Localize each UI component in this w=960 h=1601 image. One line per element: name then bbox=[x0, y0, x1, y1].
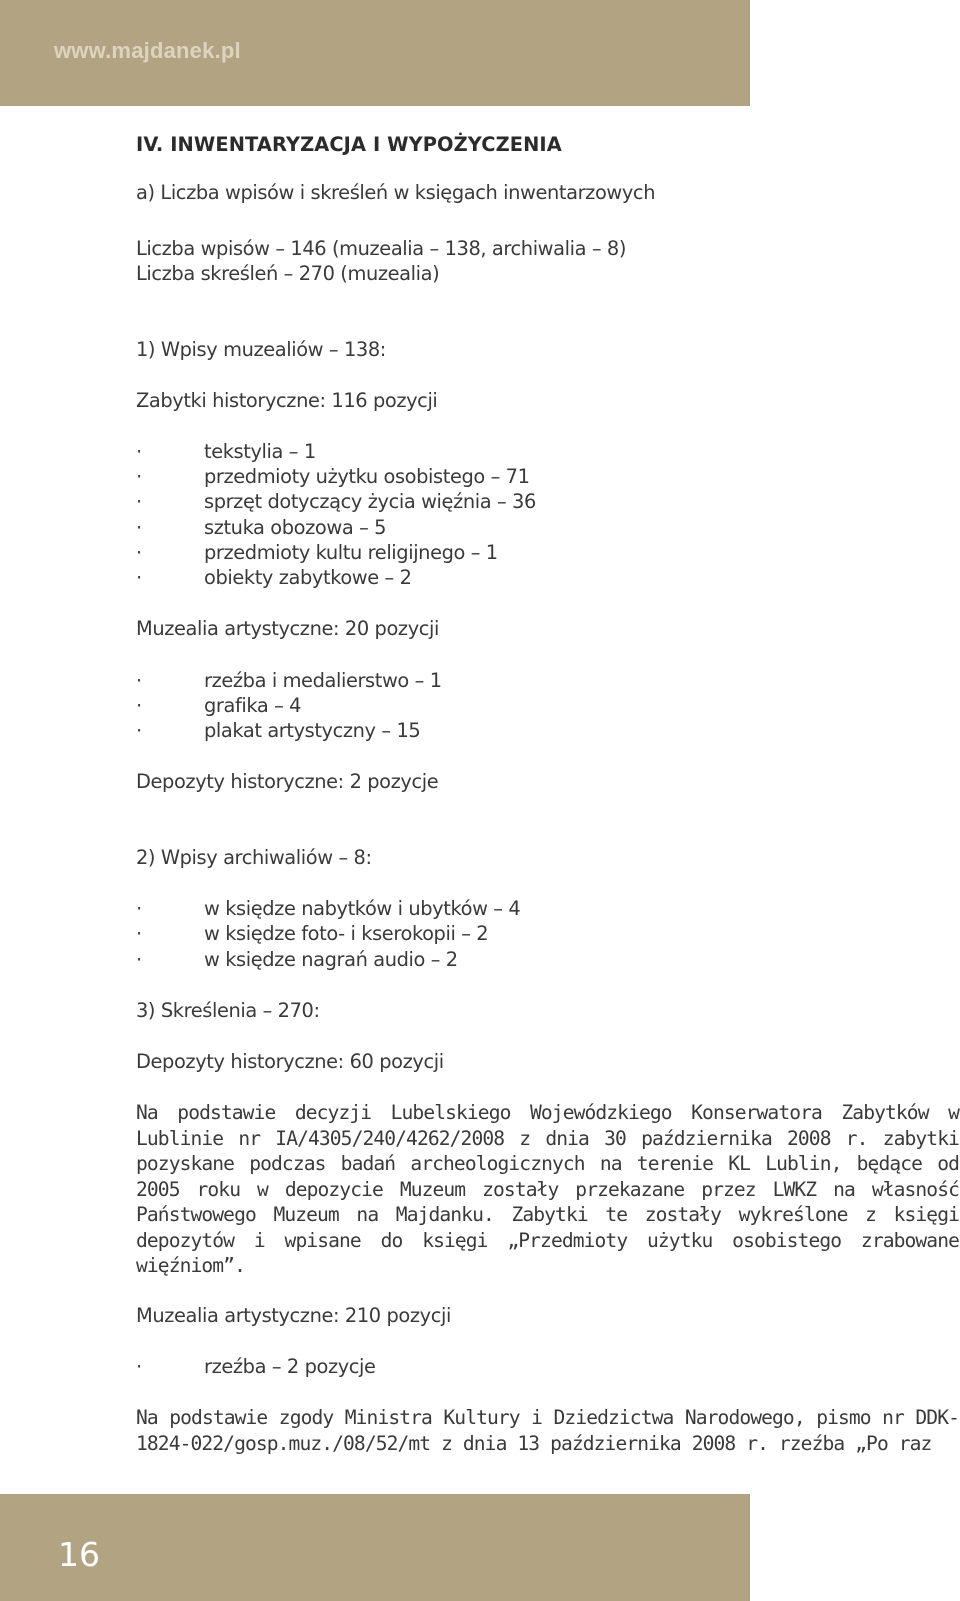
list-item-text: tekstylia – 1 bbox=[204, 440, 316, 463]
bullet-dot: · bbox=[136, 922, 142, 945]
list-item-text: rzeźba i medalierstwo – 1 bbox=[204, 669, 442, 692]
bullet-dot: · bbox=[136, 465, 142, 488]
s3-title: 3) Skreślenia – 270: bbox=[136, 999, 320, 1022]
site-url[interactable]: www.majdanek.pl bbox=[54, 38, 241, 63]
list-item-text: przedmioty użytku osobistego – 71 bbox=[204, 465, 530, 488]
list-item bbox=[136, 465, 530, 488]
list-item-text: sprzęt dotyczący życia więźnia – 36 bbox=[204, 490, 536, 513]
s1-dep-title: Depozyty historyczne: 2 pozycje bbox=[136, 770, 439, 793]
page-number: 16 bbox=[58, 1535, 100, 1574]
list-item bbox=[136, 1355, 376, 1378]
s3-dep-title: Depozyty historyczne: 60 pozycji bbox=[136, 1050, 444, 1073]
list-item-text: rzeźba – 2 pozycje bbox=[204, 1355, 376, 1378]
subsection-a-title: a) Liczba wpisów i skreśleń w księgach inwentarzowych bbox=[136, 181, 656, 204]
bullet-dot: · bbox=[136, 566, 142, 589]
list-item bbox=[136, 490, 536, 513]
footer-band bbox=[0, 1494, 750, 1601]
list-item bbox=[136, 566, 412, 589]
summary-line: Liczba skreśleń – 270 (muzealia) bbox=[136, 262, 440, 285]
list-item bbox=[136, 516, 386, 539]
list-item-text: plakat artystyczny – 15 bbox=[204, 719, 421, 742]
list-item-text: w księdze foto- i kserokopii – 2 bbox=[204, 922, 489, 945]
bullet-dot: · bbox=[136, 669, 142, 692]
list-item-text: grafika – 4 bbox=[204, 694, 302, 717]
bullet-dot: · bbox=[136, 541, 142, 564]
list-item-text: w księdze nabytków i ubytków – 4 bbox=[204, 897, 521, 920]
list-item bbox=[136, 719, 420, 742]
s3-art-paragraph: Na podstawie zgody Ministra Kultury i Dziedzictwa Narodowego, pismo nr DDK-1824-022/gosp.muz./08/52/mt z dnia 13 października 2008 r. rzeźba „Po raz bbox=[136, 1406, 959, 1455]
bullet-dot: · bbox=[136, 440, 142, 463]
list-item-text: sztuka obozowa – 5 bbox=[204, 516, 387, 539]
list-item bbox=[136, 897, 520, 920]
list-item bbox=[136, 541, 498, 564]
bullet-dot: · bbox=[136, 719, 142, 742]
list-item bbox=[136, 669, 442, 692]
section-heading: IV. INWENTARYZACJA I WYPOŻYCZENIA bbox=[136, 133, 562, 156]
list-item-text: przedmioty kultu religijnego – 1 bbox=[204, 541, 498, 564]
header-band bbox=[0, 0, 750, 106]
s2-title: 2) Wpisy archiwaliów – 8: bbox=[136, 846, 372, 869]
s1-art-title: Muzealia artystyczne: 20 pozycji bbox=[136, 617, 439, 640]
s3-dep-paragraph: Na podstawie decyzji Lubelskiego Wojewódzkiego Konserwatora Zabytków w Lublinie nr IA/4305/240/4262/2008 z dnia 30 października 2008 r. zabytki pozyskane podczas badań archeologicznych na terenie KL Lublin, będące od 2005 roku w depozycie Muzeum zostały przekazane przez LWKZ na własność Państwowego Muzeum na Majdanku. Zabytki te zostały wykreślone z księgi depozytów i wpisane do księgi „Przedmioty użytku osobistego zrabowane więźniom”. bbox=[136, 1101, 959, 1277]
bullet-dot: · bbox=[136, 694, 142, 717]
list-item-text: w księdze nagrań audio – 2 bbox=[204, 948, 458, 971]
s1-title: 1) Wpisy muzealiów – 138: bbox=[136, 338, 386, 361]
s3-art-title: Muzealia artystyczne: 210 pozycji bbox=[136, 1304, 451, 1327]
list-item bbox=[136, 694, 301, 717]
list-item bbox=[136, 948, 458, 971]
summary-line: Liczba wpisów – 146 (muzealia – 138, archiwalia – 8) bbox=[136, 237, 627, 260]
list-item bbox=[136, 922, 488, 945]
bullet-dot: · bbox=[136, 897, 142, 920]
list-item-text: obiekty zabytkowe – 2 bbox=[204, 566, 412, 589]
s1-hist-title: Zabytki historyczne: 116 pozycji bbox=[136, 389, 438, 412]
bullet-dot: · bbox=[136, 516, 142, 539]
bullet-dot: · bbox=[136, 490, 142, 513]
bullet-dot: · bbox=[136, 948, 142, 971]
bullet-dot: · bbox=[136, 1355, 142, 1378]
list-item bbox=[136, 440, 316, 463]
